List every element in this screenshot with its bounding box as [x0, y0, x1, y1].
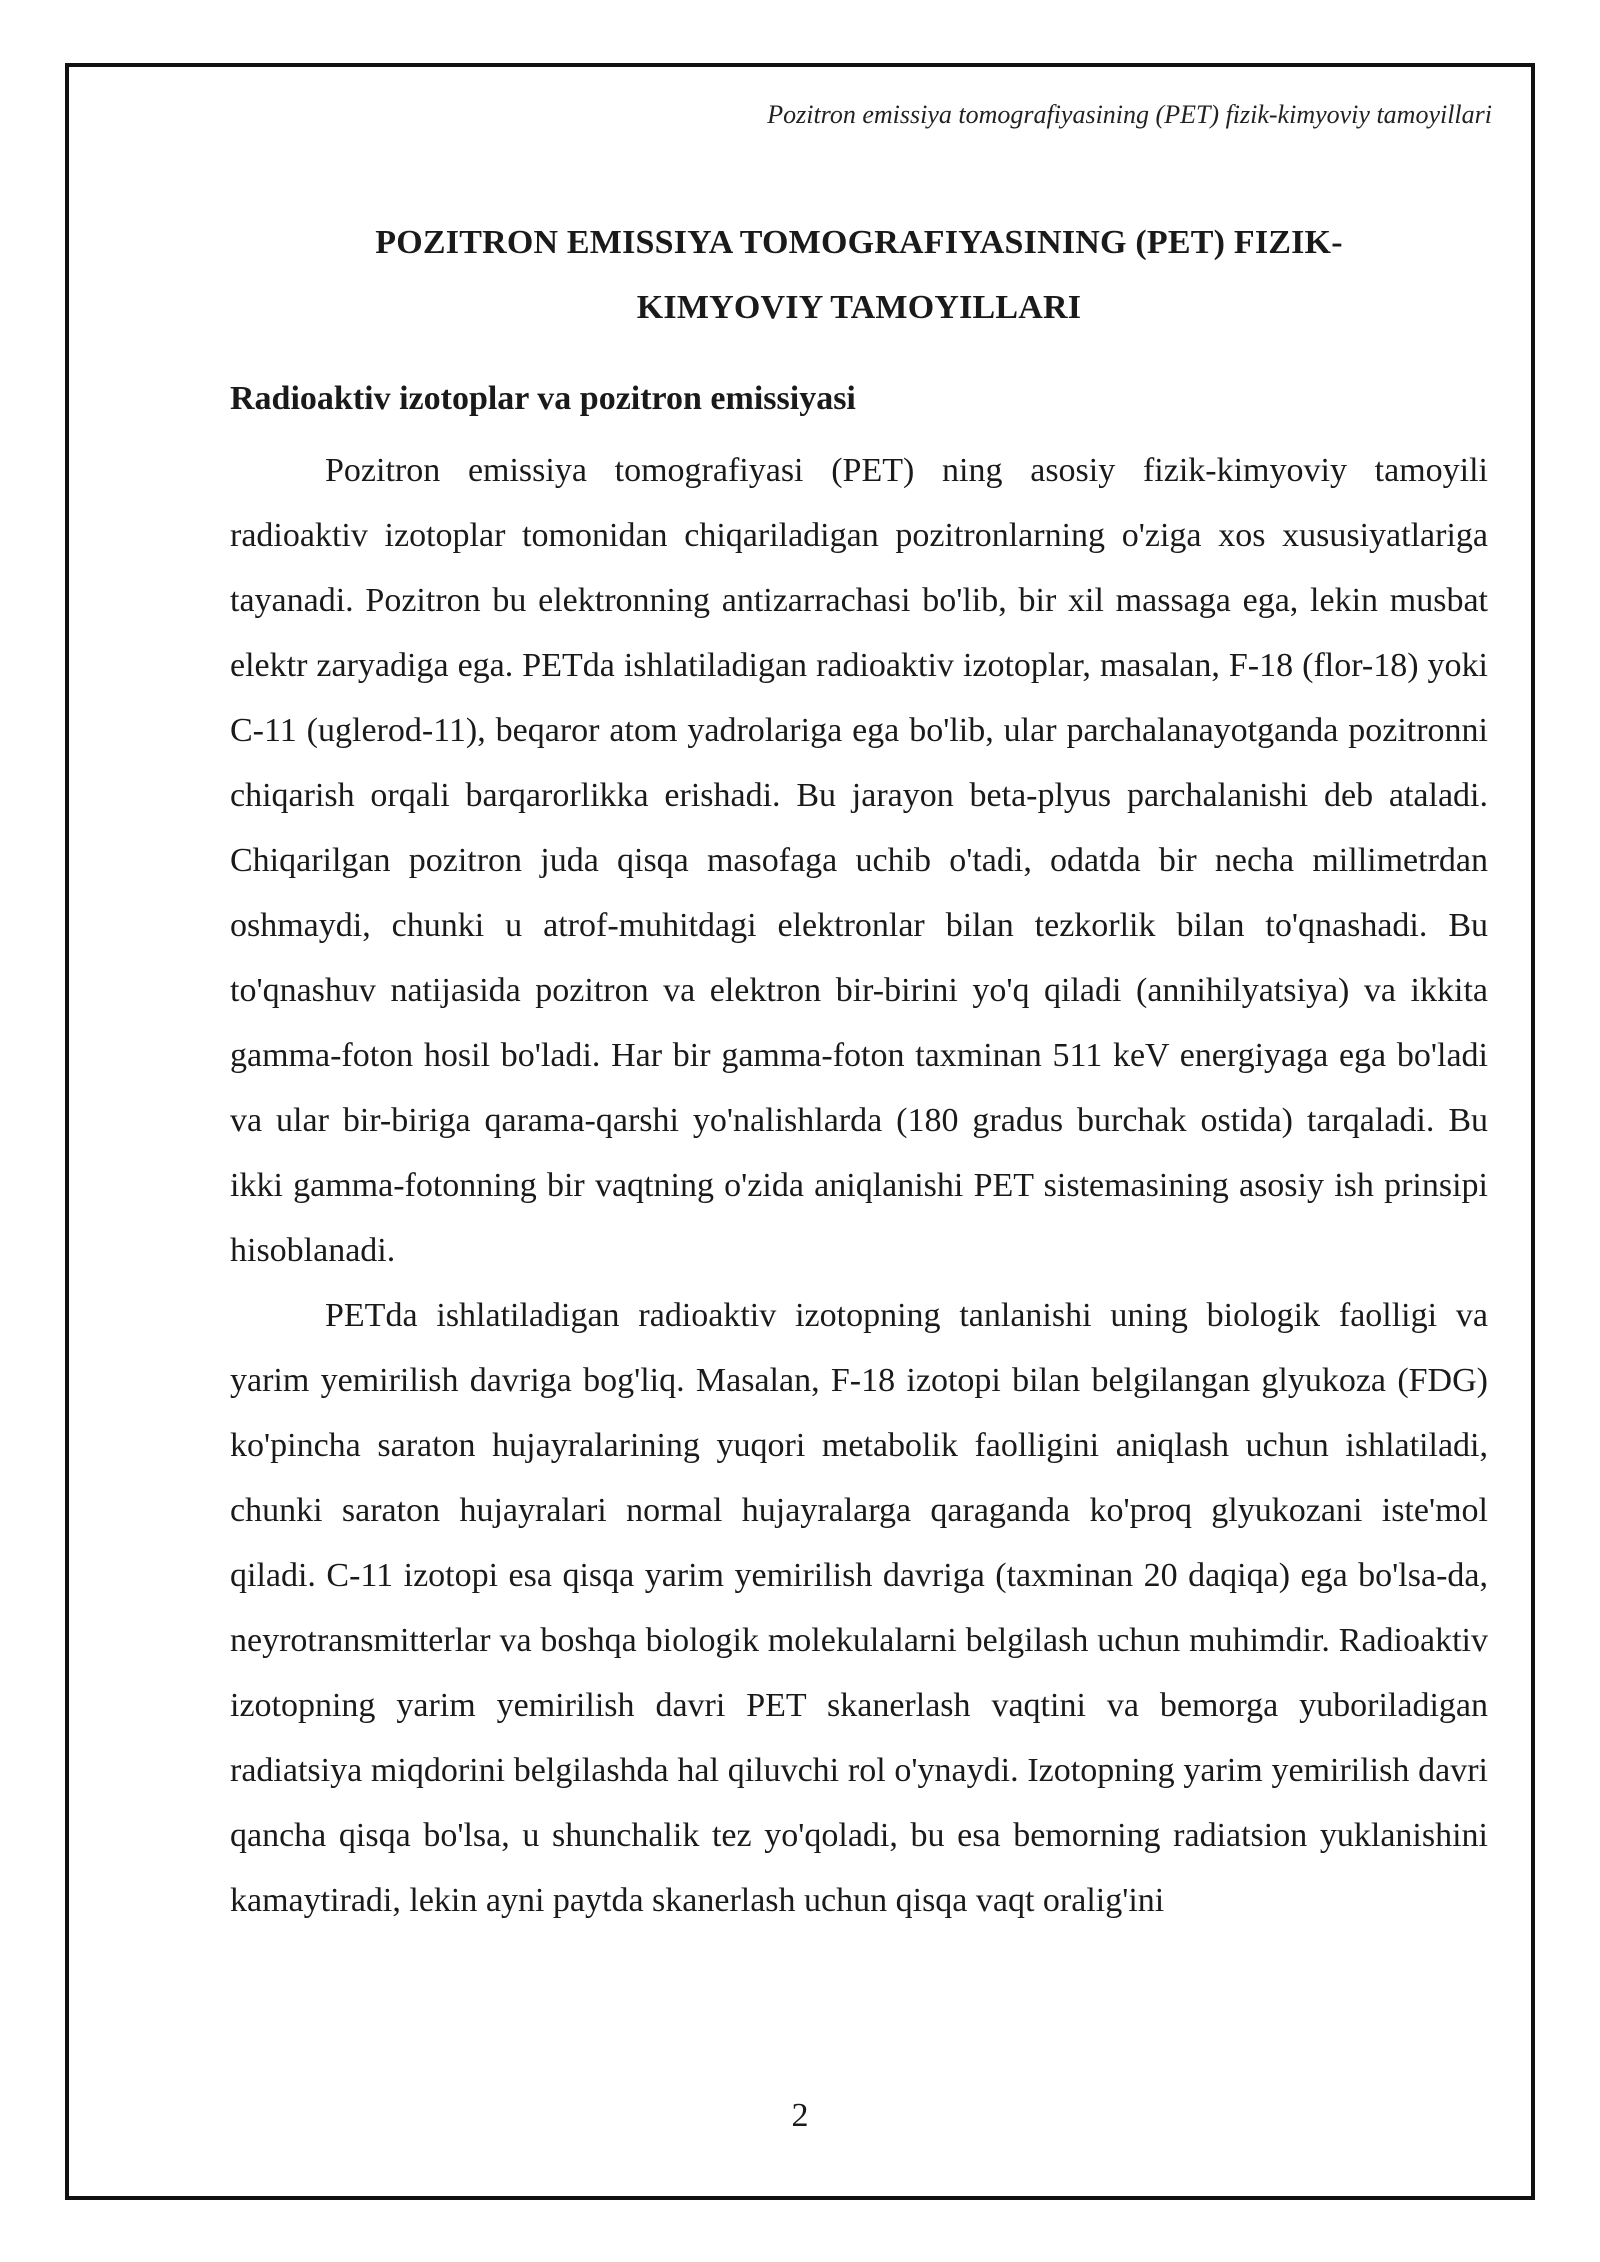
section-heading: Radioaktiv izotoplar va pozitron emissiyasi [230, 380, 856, 417]
paragraph-1: Pozitron emissiya tomografiyasi (PET) ning asosiy fizik-kimyoviy tamoyili radioaktiv izotoplar tomonidan chiqariladigan pozitronlarning o'ziga xos xususiyatlariga tayanadi. Pozitron bu elektronning antizarrachasi bo'lib, bir xil massaga ega, lekin musbat elektr zaryadiga ega. PETda ishlatiladigan radioaktiv izotoplar, masalan, F-18 (flor-18) yoki C-11 (uglerod-11), beqaror atom yadrolariga ega bo'lib, ular parchalanayotganda pozitronni chiqarish orqali barqarorlikka erishadi. Bu jarayon beta-plyus parchalanishi deb ataladi. Chiqarilgan pozitron juda qisqa masofaga uchib o'tadi, odatda bir necha millimetrdan oshmaydi, chunki u atrof-muhitdagi elektronlar bilan tezkorlik bilan to'qnashadi. Bu to'qnashuv natijasida pozitron va elektron bir-birini yo'q qiladi (annihilyatsiya) va ikkita gamma-foton hosil bo'ladi. Har bir gamma-foton taxminan 511 keV energiyaga ega bo'ladi va ular bir-biriga qarama-qarshi yo'nalishlarda (180 gradus burchak ostida) tarqaladi. Bu ikki gamma-fotonning bir vaqtning o'zida aniqlanishi PET sistemasining asosiy ish prinsipi hisoblanadi. [230, 452, 1488, 1269]
document-body [230, 210, 1488, 1933]
document-title-line-1: POZITRON EMISSIYA TOMOGRAFIYASINING (PET) FIZIK- [375, 224, 1343, 261]
paragraph-2: PETda ishlatiladigan radioaktiv izotopning tanlanishi uning biologik faolligi va yarim yemirilish davriga bog'liq. Masalan, F-18 izotopi bilan belgilangan glyukoza (FDG) ko'pincha saraton hujayralarining yuqori metabolik faolligini aniqlash uchun ishlatiladi, chunki saraton hujayralari normal hujayralarga qaraganda ko'proq glyukozani iste'mol qiladi. C-11 izotopi esa qisqa yarim yemirilish davriga (taxminan 20 daqiqa) ega bo'lsa-da, neyrotransmitterlar va boshqa biologik molekulalarni belgilash uchun muhimdir. Radioaktiv izotopning yarim yemirilish davri PET skanerlash vaqtini va bemorga yuboriladigan radiatsiya miqdorini belgilashda hal qiluvchi rol o'ynaydi. Izotopning yarim yemirilish davri qancha qisqa bo'lsa, u shunchalik tez yo'qoladi, bu esa bemorning radiatsion yuklanishini kamaytiradi, lekin ayni paytda skanerlash uchun qisqa vaqt oralig'ini [230, 1297, 1488, 1919]
page-number: 2 [791, 2097, 809, 2134]
document-title [230, 210, 1488, 340]
running-header: Pozitron emissiya tomografiyasining (PET) fizik-kimyoviy tamoyillari [767, 100, 1492, 129]
document-title-line-2: KIMYOVIY TAMOYILLARI [636, 289, 1082, 326]
